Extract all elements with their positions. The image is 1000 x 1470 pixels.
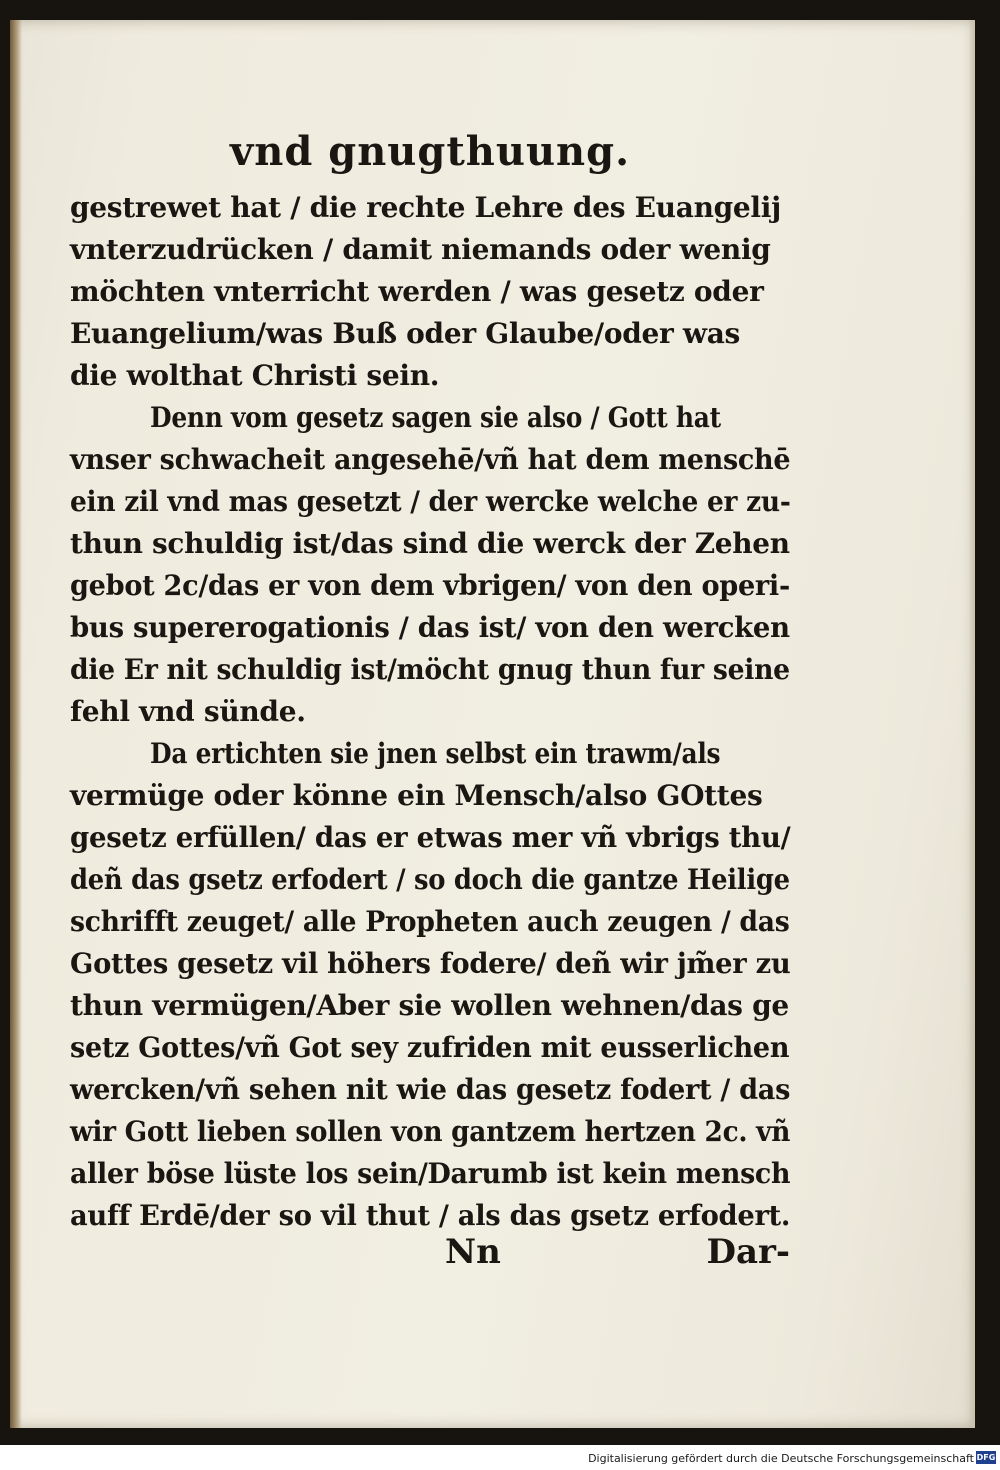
- text-line: vermüge oder könne ein Mensch/also GOttes: [70, 779, 763, 812]
- page-right-edge: [969, 20, 975, 1428]
- text-line: ein zil vnd mas gesetzt / der wercke welche er zu-: [70, 485, 791, 518]
- text-line: Gottes gesetz vil höhers fodere/ deñ wir jm̃er zu: [70, 947, 791, 980]
- text-line: gestrewet hat / die rechte Lehre des Euangelij: [70, 191, 781, 224]
- signature-mark: Nn: [445, 1232, 501, 1272]
- digitization-credit: Digitalisierung gefördert durch die Deutsche Forschungsgemeinschaft: [588, 1452, 974, 1465]
- text-line: möchten vnterricht werden / was gesetz oder: [70, 275, 764, 308]
- page-gutter-edge: [10, 20, 22, 1428]
- text-line: Denn vom gesetz sagen sie also / Gott hat: [150, 401, 721, 434]
- running-head: vnd gnugthuung.: [230, 128, 631, 175]
- text-line: fehl vnd sünde.: [70, 695, 306, 728]
- text-line: gebot 2c/das er von dem vbrigen/ von den operi-: [70, 569, 790, 602]
- page-footer: [70, 1232, 790, 1282]
- text-line: aller böse lüste los sein/Darumb ist kein mensch: [70, 1157, 791, 1190]
- text-line: vnterzudrücken / damit niemands oder wenig: [70, 233, 771, 266]
- text-line: die wolthat Christi sein.: [70, 359, 440, 392]
- text-line: wercken/vñ sehen nit wie das gesetz fodert / das: [70, 1073, 791, 1106]
- text-line: auff Erdē/der so vil thut / als das gsetz erfodert.: [70, 1199, 791, 1232]
- text-line: Da ertichten sie jnen selbst ein trawm/als: [150, 737, 721, 770]
- text-line: vnser schwacheit angesehē/vñ hat dem menschē: [70, 443, 791, 476]
- text-line: wir Gott lieben sollen von gantzem hertzen 2c. vñ: [70, 1115, 791, 1148]
- text-line: setz Gottes/vñ Got sey zufriden mit eusserlichen: [70, 1031, 790, 1064]
- text-line: gesetz erfüllen/ das er etwas mer vñ vbrigs thu/: [70, 821, 791, 854]
- dfg-logo: DFG: [976, 1453, 996, 1462]
- text-line: thun schuldig ist/das sind die werck der Zehen: [70, 527, 790, 560]
- text-line: die Er nit schuldig ist/möcht gnug thun fur seine: [70, 653, 790, 686]
- text-line: bus supererogationis / das ist/ von den wercken: [70, 611, 790, 644]
- text-line: Euangelium/was Buß oder Glaube/oder was: [70, 317, 740, 350]
- book-page: [10, 20, 975, 1428]
- text-line: deñ das gsetz erfodert / so doch die gantze Heilige: [70, 863, 790, 896]
- text-line: schrifft zeuget/ alle Propheten auch zeugen / das: [70, 905, 790, 938]
- catchword: Dar-: [706, 1232, 790, 1272]
- text-line: thun vermügen/Aber sie wollen wehnen/das ge: [70, 989, 789, 1022]
